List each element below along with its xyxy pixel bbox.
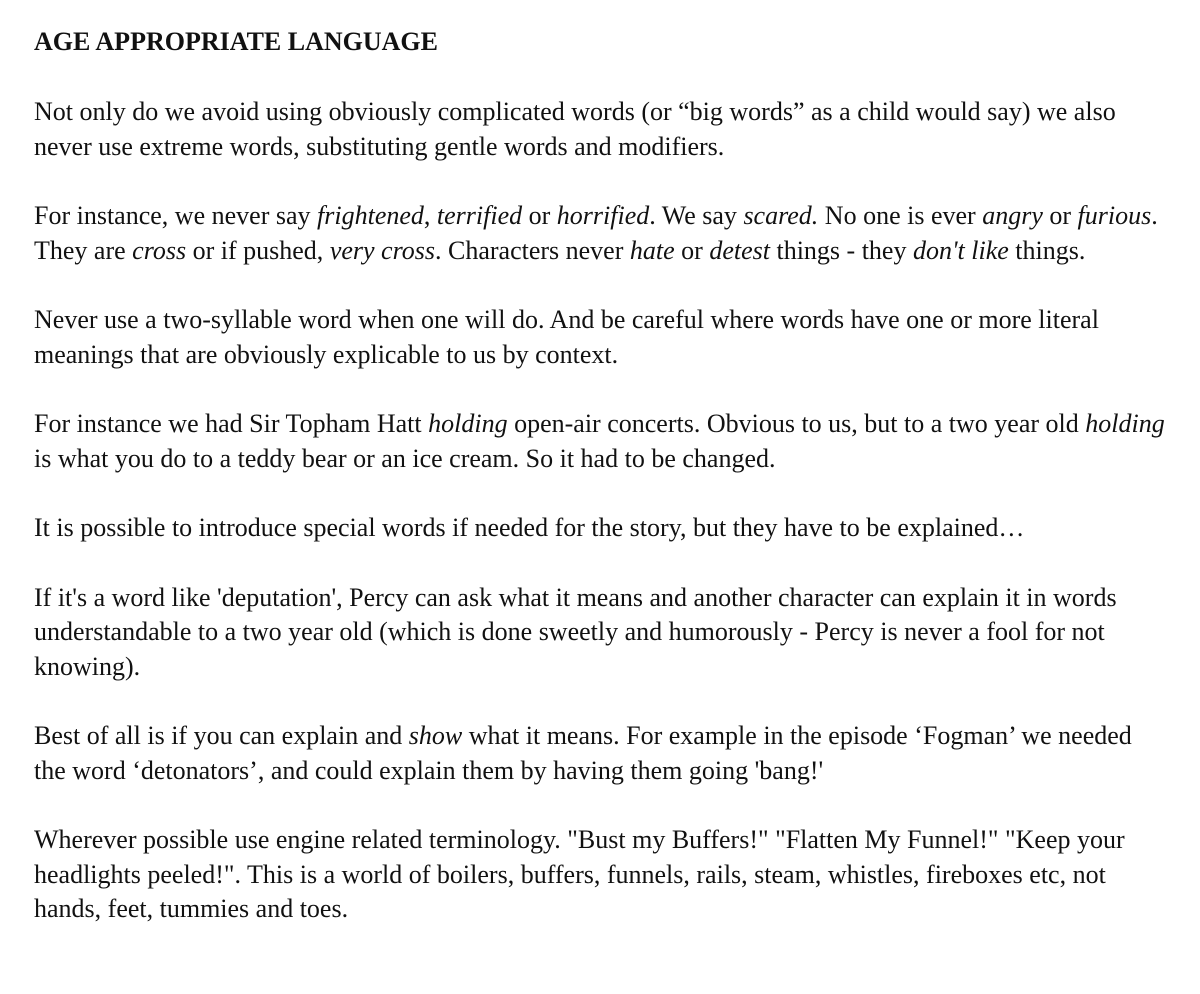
paragraph-deputation: If it's a word like 'deputation', Percy can ask what it means and another character can explain it in words understandable to a two year old (which is done sweetly and humorously - Percy is never a fool for not knowing).	[34, 582, 1117, 681]
emphasis-word: holding	[428, 409, 508, 438]
paragraph-engine-terminology: Wherever possible use engine related terminology. "Bust my Buffers!" "Flatten My Funnel!" "Keep your headlights peeled!". This is a world of boilers, buffers, funnels, rails, steam, whistles, fireboxes etc, not hands, feet, tummies and toes.	[34, 825, 1125, 923]
emphasis-word: hate	[629, 235, 675, 265]
emphasis-word: furious	[1077, 201, 1152, 230]
emphasis-word: terrified	[436, 201, 523, 230]
paragraph-gentle-words: For instance, we never say frightened, terrified or horrified. We say scared. No one is ever angry or furious. They are cross or if pushed, very cross. Characters never hate or detest things - they don't like things.	[34, 201, 1158, 265]
paragraph-big-words: Not only do we avoid using obviously complicated words (or “big words” as a child would say) we also never use extreme words, substituting gentle words and modifiers.	[34, 97, 1116, 161]
emphasis-word: don't like	[912, 235, 1009, 265]
emphasis-word: very cross	[329, 235, 435, 265]
emphasis-word: angry	[982, 201, 1043, 230]
emphasis-word: horrified	[556, 201, 650, 230]
emphasis-word: frightened	[317, 201, 424, 230]
emphasis-word: show	[408, 721, 463, 750]
page-title: AGE APPROPRIATE LANGUAGE	[34, 27, 438, 56]
emphasis-word: holding	[1085, 409, 1165, 438]
paragraph-show-meaning: Best of all is if you can explain and show what it means. For example in the episode ‘Fogman’ we needed the word ‘detonators’, and could explain them by having them going 'bang!'	[34, 721, 1132, 785]
emphasis-word: scared.	[743, 201, 819, 230]
paragraph-syllables: Never use a two-syllable word when one will do. And be careful where words have one or more literal meanings that are obviously explicable to us by context.	[34, 305, 1099, 369]
emphasis-word: detest	[709, 235, 770, 265]
emphasis-word: cross	[132, 235, 187, 265]
paragraph-special-words: It is possible to introduce special words if needed for the story, but they have to be explained…	[34, 513, 1025, 542]
paragraph-holding-example: For instance we had Sir Topham Hatt holding open-air concerts. Obvious to us, but to a two year old holding is what you do to a teddy bear or an ice cream. So it had to be changed.	[34, 409, 1165, 473]
